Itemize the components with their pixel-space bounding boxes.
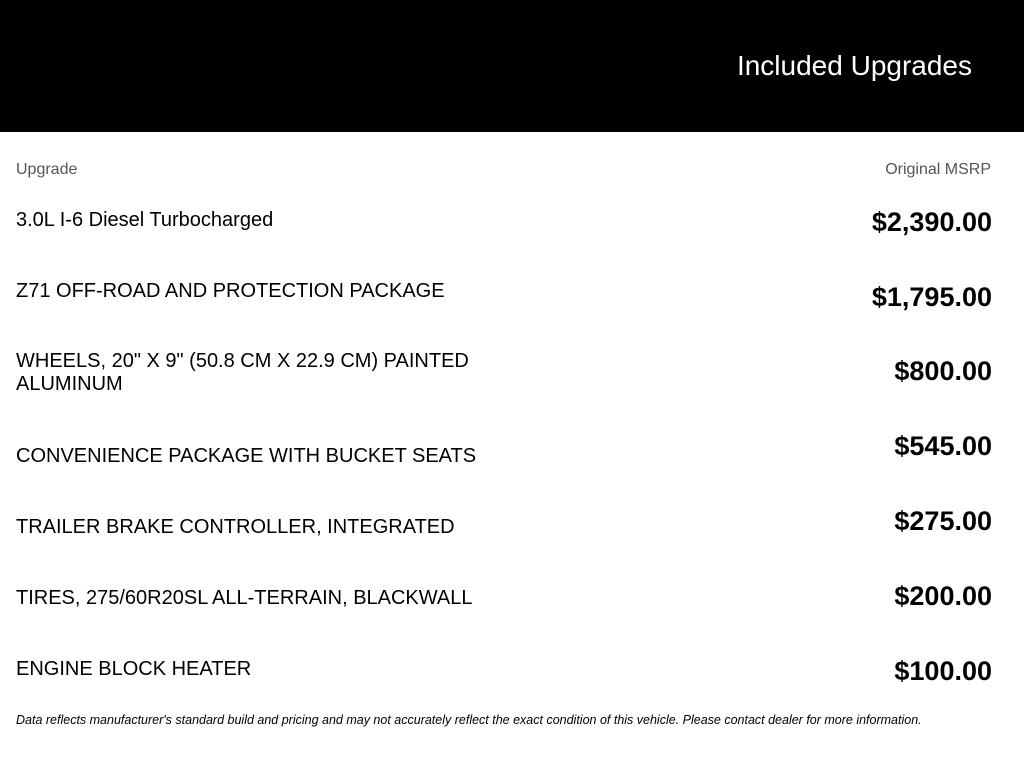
disclaimer-text: Data reflects manufacturer's standard build and pricing and may not accurately reflect the exact condition of this vehicle. Please contact dealer for more information. (16, 713, 922, 727)
upgrade-row (0, 657, 1024, 717)
upgrade-price: $100.00 (894, 656, 992, 686)
upgrade-name: CONVENIENCE PACKAGE WITH BUCKET SEATS (16, 445, 477, 467)
upgrade-price: $800.00 (894, 356, 992, 386)
upgrade-name: TRAILER BRAKE CONTROLLER, INTEGRATED (16, 516, 455, 538)
upgrade-row (0, 208, 1024, 268)
upgrade-row (0, 349, 1024, 409)
upgrade-price: $1,795.00 (871, 282, 992, 312)
upgrade-row (0, 431, 1024, 504)
upgrade-price: $275.00 (894, 506, 992, 536)
upgrade-row (0, 279, 1024, 339)
column-header-msrp: Original MSRP (885, 161, 991, 178)
upgrade-name: 3.0L I-6 Diesel Turbocharged (16, 209, 274, 231)
upgrade-price: $2,390.00 (871, 207, 992, 237)
upgrade-price: $545.00 (894, 431, 992, 461)
upgrade-row (0, 506, 1024, 575)
upgrade-name: WHEELS, 20" X 9" (50.8 CM X 22.9 CM) PAINTED ALUMINUM (16, 350, 469, 395)
upgrade-name: TIRES, 275/60R20SL ALL-TERRAIN, BLACKWALL (16, 587, 473, 609)
upgrade-name: ENGINE BLOCK HEATER (16, 658, 252, 680)
upgrade-price: $200.00 (894, 581, 992, 611)
upgrade-row (0, 581, 1024, 646)
upgrade-name: Z71 OFF-ROAD AND PROTECTION PACKAGE (16, 280, 445, 302)
page-header (0, 0, 1024, 132)
page-title: Included Upgrades (736, 50, 972, 81)
column-header-upgrade: Upgrade (16, 161, 78, 178)
